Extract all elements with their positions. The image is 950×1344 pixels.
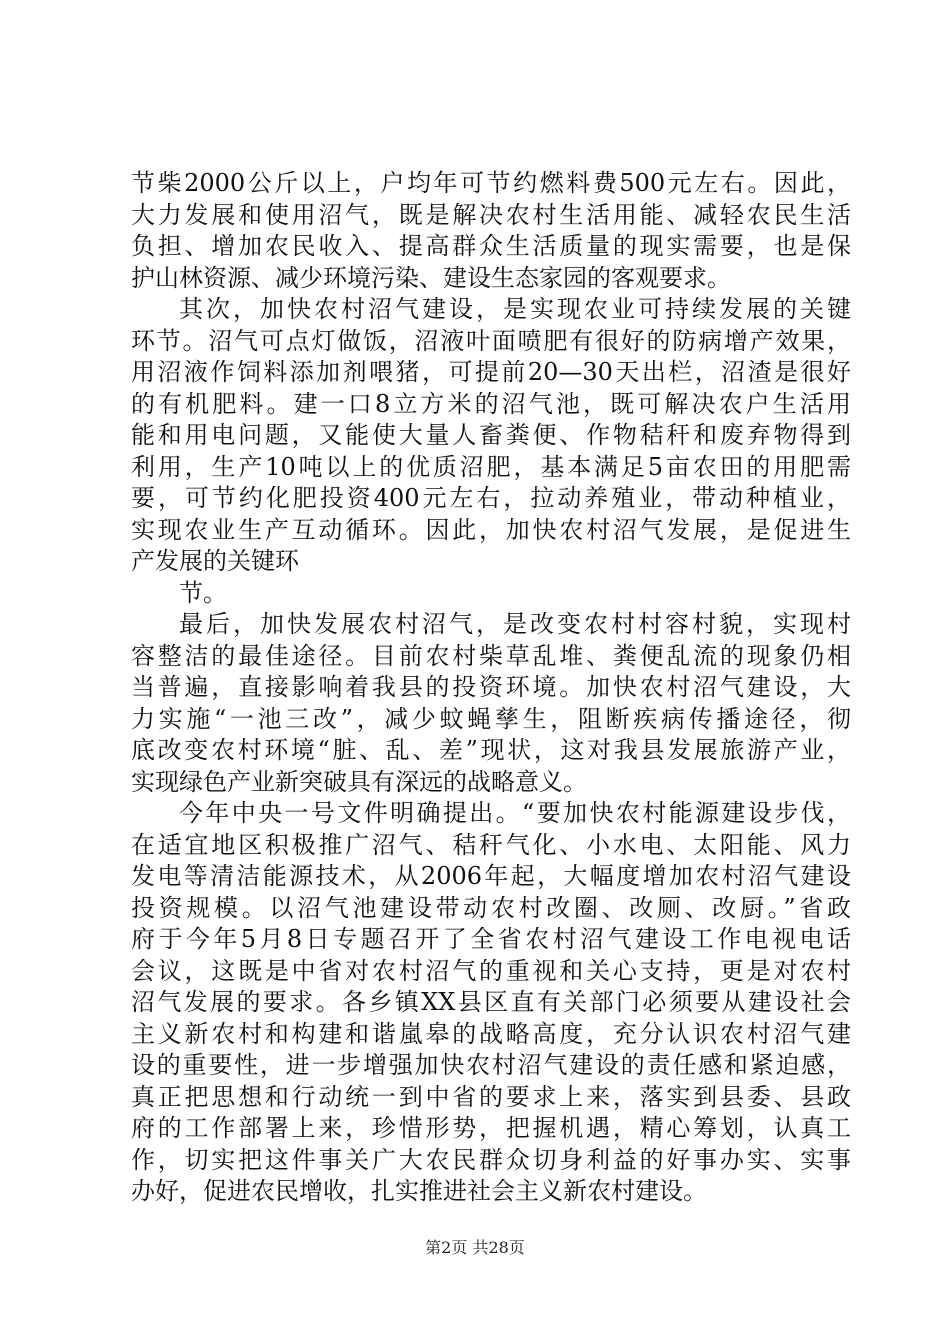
- text-line: 主义新农村和构建和谐嵐皋的战略高度，充分认识农村沼气建: [131, 1019, 851, 1048]
- text-line: 要，可节约化肥投资400元左右，拉动养殖业，带动种植业，: [131, 484, 851, 512]
- paragraph-start-line: 最后，加快发展农村沼气，是改变农村村容村貌，实现村: [179, 610, 851, 638]
- text-line: 利用，生产10吨以上的优质沼肥，基本满足5亩农田的用肥需: [131, 452, 851, 481]
- text-line: 作，切实把这件事关广大农民群众切身利益的好事办实、实事: [131, 1145, 851, 1174]
- text-line: 节柴2000公斤以上，户均年可节约燃料费500元左右。因此，: [131, 169, 851, 197]
- text-line: 环节。沼气可点灯做饭，沼液叶面喷肥有很好的防病增产效果，: [131, 326, 851, 355]
- text-line: 府于今年5月8日专题召开了全省农村沼气建设工作电视电话: [131, 925, 851, 953]
- page-number-footer: 第2页 共28页: [425, 1238, 525, 1257]
- text-line: 设的重要性，进一步增强加快农村沼气建设的责任感和紧迫感，: [131, 1051, 851, 1079]
- text-line: 节。: [179, 578, 227, 607]
- text-line: 投资规模。以沼气池建设带动农村改圈、改厕、改厨。”省政: [131, 893, 851, 922]
- text-line: 产发展的关键环: [131, 547, 299, 575]
- text-line: 力实施“一池三改”，减少蚊蝇孳生，阻断疾病传播途径，彻: [131, 704, 851, 733]
- paragraph-start-line: 其次，加快农村沼气建设，是实现农业可持续发展的关键: [179, 295, 851, 323]
- body-text: [131, 168, 851, 1208]
- text-line: 当普遍，直接影响着我县的投资环境。加快农村沼气建设，大: [131, 673, 851, 701]
- text-line: 办好，促进农民增收，扎实推进社会主义新农村建设。: [131, 1177, 707, 1205]
- text-line: 实现农业生产互动循环。因此，加快农村沼气发展，是促进生: [131, 515, 851, 544]
- paragraph-start-line: 今年中央一号文件明确提出。“要加快农村能源建设步伐，: [179, 799, 851, 827]
- text-line: 在适宜地区积极推广沼气、秸秆气化、小水电、太阳能、风力: [131, 830, 851, 859]
- text-line: 实现绿色产业新突破具有深远的战略意义。: [131, 767, 587, 796]
- text-line: 容整洁的最佳途径。目前农村柴草乱堆、粪便乱流的现象仍相: [131, 641, 851, 670]
- text-line: 真正把思想和行动统一到中省的要求上来，落实到县委、县政: [131, 1082, 851, 1111]
- text-line: 大力发展和使用沼气，既是解决农村生活用能、减轻农民生活: [131, 200, 851, 229]
- text-line: 护山林资源、减少环境污染、建设生态家园的客观要求。: [131, 263, 731, 292]
- text-line: 的有机肥料。建一口8立方米的沼气池，既可解决农户生活用: [131, 389, 851, 418]
- text-line: 会议，这既是中省对农村沼气的重视和关心支持，更是对农村: [131, 956, 851, 985]
- text-line: 府的工作部署上来，珍惜形势，把握机遇，精心筹划，认真工: [131, 1114, 851, 1142]
- text-line: 能和用电问题，又能使大量人畜粪便、作物秸秆和废弃物得到: [131, 421, 851, 449]
- text-line: 沼气发展的要求。各乡镇XX县区直有关部门必须要从建设社会: [131, 988, 851, 1016]
- text-line: 发电等清洁能源技术，从2006年起，大幅度增加农村沼气建设: [131, 862, 851, 890]
- text-line: 用沼液作饲料添加剂喂猪，可提前20—30天出栏，沼渣是很好: [131, 358, 851, 386]
- text-line: 负担、增加农民收入、提高群众生活质量的现实需要，也是保: [131, 232, 851, 260]
- text-line: 底改变农村环境“脏、乱、差”现状，这对我县发展旅游产业，: [131, 736, 851, 764]
